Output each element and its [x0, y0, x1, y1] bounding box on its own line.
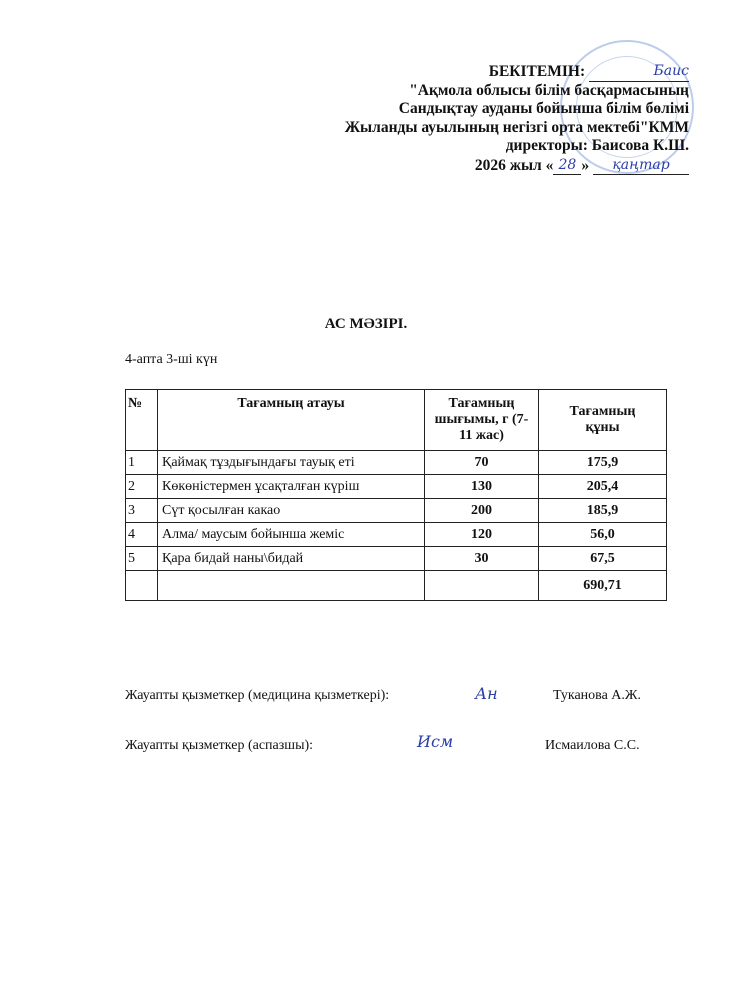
table-row [126, 523, 667, 547]
signature-cook [125, 732, 685, 754]
row-num: 5 [126, 547, 158, 571]
table-total-row [126, 571, 667, 601]
row-num: 4 [126, 523, 158, 547]
date-day: 28 [558, 156, 577, 173]
approval-line-3: Жыланды ауылының негізгі орта мектебі"КММ [344, 118, 689, 136]
row-name: Алма/ маусым бойынша жеміс [158, 523, 425, 547]
signature-name: Исмаилова С.С. [545, 738, 640, 753]
row-price: 175,9 [539, 451, 667, 475]
row-num: 2 [126, 475, 158, 499]
table-row [126, 451, 667, 475]
row-num: 3 [126, 499, 158, 523]
table-row [126, 547, 667, 571]
header-yield: Тағамның шығымы, г (7-11 жас) [425, 390, 539, 451]
approval-line-2: Сандықтау ауданы бойынша білім бөлімі [398, 100, 689, 117]
signature-role: Жауапты қызметкер (аспазшы): [125, 738, 314, 753]
row-price: 56,0 [539, 523, 667, 547]
row-yield: 120 [425, 523, 539, 547]
document-title: АС МӘЗІРІ. [324, 316, 408, 332]
row-name: Сүт қосылған какао [158, 499, 425, 523]
total-num-empty [126, 571, 158, 601]
approval-date [345, 156, 689, 176]
row-name: Қаймақ тұздығындағы тауық еті [158, 451, 425, 475]
header-name: Тағамның атауы [158, 390, 425, 451]
header-num: № [126, 390, 158, 451]
total-yield-empty [425, 571, 539, 601]
date-year: 2026 жыл « [474, 156, 554, 174]
row-name: Қара бидай наны\бидай [158, 547, 425, 571]
director-signature: Баис [653, 63, 689, 79]
table-row [126, 475, 667, 499]
total-price: 690,71 [539, 571, 667, 601]
approval-heading [345, 62, 689, 82]
medic-signature-mark: Ан [475, 684, 498, 703]
row-price: 67,5 [539, 547, 667, 571]
row-yield: 70 [425, 451, 539, 475]
row-yield: 200 [425, 499, 539, 523]
cook-signature-mark: Исм [417, 732, 454, 751]
row-price: 185,9 [539, 499, 667, 523]
row-name: Көкөністермен ұсақталған күріш [158, 475, 425, 499]
row-yield: 30 [425, 547, 539, 571]
row-price: 205,4 [539, 475, 667, 499]
director-signature-line [589, 62, 689, 82]
date-month-line [593, 156, 689, 176]
approval-line-4: директоры: Баисова К.Ш. [505, 137, 689, 154]
approval-block [345, 62, 689, 175]
table-row [126, 499, 667, 523]
date-day-line [553, 156, 581, 176]
date-month: қаңтар [612, 156, 670, 173]
header-price: Тағамның құны [539, 390, 667, 451]
date-close: » [581, 156, 590, 174]
total-name-empty [158, 571, 425, 601]
week-day-subtitle: 4-апта 3-ші күн [125, 352, 218, 367]
menu-table [125, 389, 667, 601]
signature-name: Туканова А.Ж. [553, 688, 641, 703]
approval-line-1: "Ақмола облысы білім басқармасының [409, 81, 689, 99]
table-header-row [126, 390, 667, 451]
row-yield: 130 [425, 475, 539, 499]
row-num: 1 [126, 451, 158, 475]
approval-heading-text: БЕКІТЕМІН: [488, 63, 586, 80]
signature-role: Жауапты қызметкер (медицина қызметкері): [125, 688, 390, 703]
signature-medic [125, 684, 685, 704]
